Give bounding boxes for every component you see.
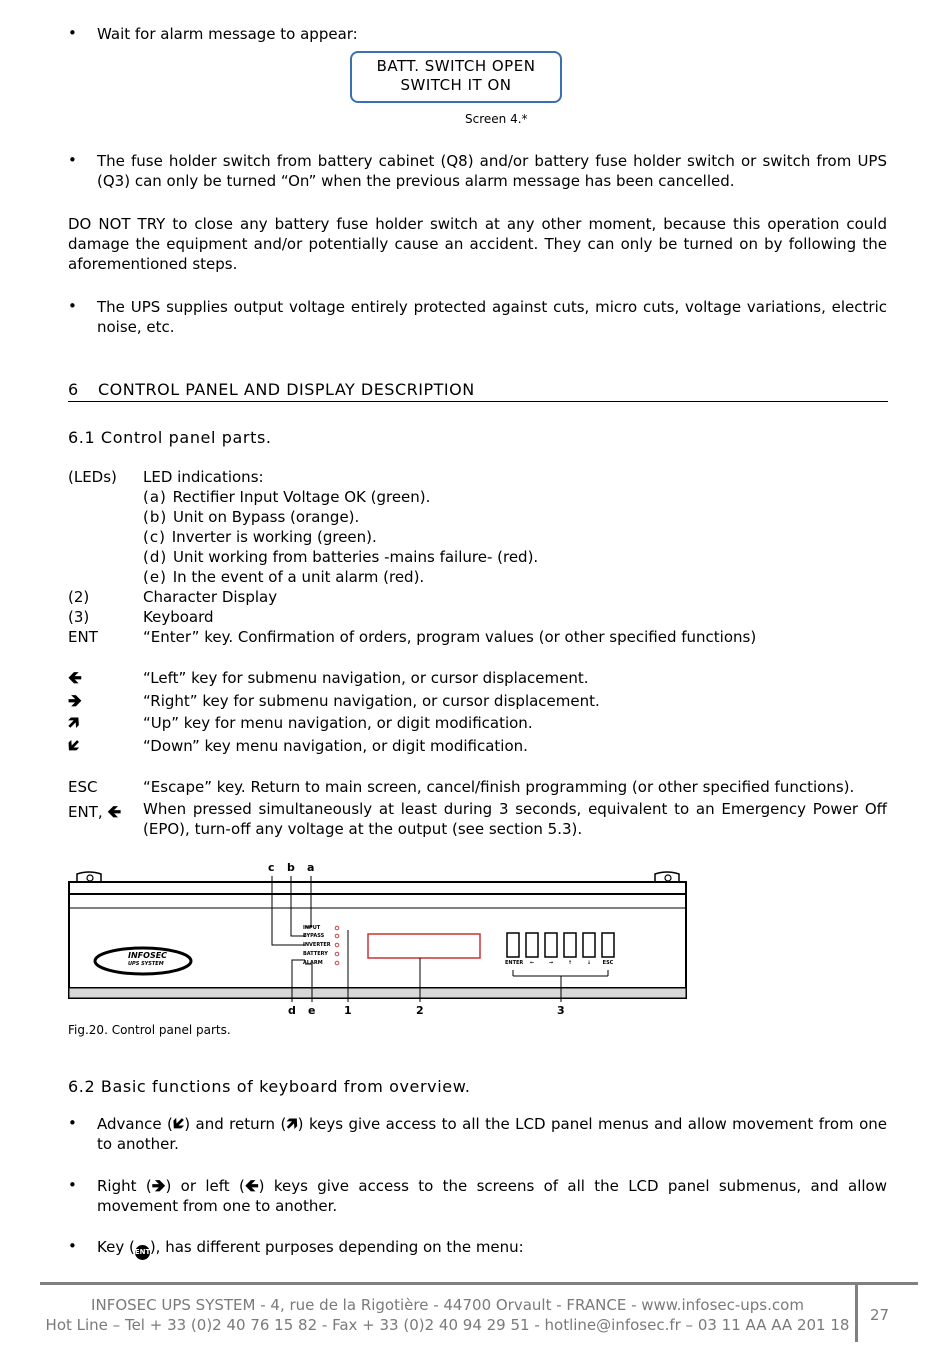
bullet-marker: • <box>68 151 77 169</box>
figure-label-b: b <box>287 861 295 874</box>
epo-description: When pressed simultaneously at least during 3 seconds, equivalent to an Emergency Power Off (EPO), turn-off any voltage at the output (see section 5.3). <box>143 800 887 838</box>
key-text-2: ), has different purposes depending on the menu: <box>149 1238 524 1256</box>
leds-key: (LEDs) <box>68 468 117 486</box>
alarm-intro-text: Wait for alarm message to appear: <box>97 25 358 43</box>
figure-led-name: INVERTER <box>303 942 331 948</box>
led-description: Rectifier Input Voltage OK (green). <box>172 488 431 506</box>
figure-key-label: ESC <box>602 960 614 966</box>
down-arrow-icon: 🡷 <box>68 736 80 756</box>
up-arrow-icon: 🡵 <box>68 713 80 733</box>
footer-contact: Hot Line – Tel + 33 (0)2 40 76 15 82 - Fax + 33 (0)2 40 94 29 51 - hotline@infosec.fr – 03 11 AA AA 201 18 <box>45 1316 850 1334</box>
figure-led-name: ALARM <box>303 960 323 966</box>
part-description: “Enter” key. Confirmation of orders, program values (or other specified functions) <box>143 628 757 646</box>
down-arrow-icon: 🡷 <box>172 1114 185 1134</box>
advance-text-2: ) and return ( <box>184 1115 287 1133</box>
section-6-heading <box>68 380 888 402</box>
led-tag: (d) <box>143 548 173 566</box>
output-paragraph: The UPS supplies output voltage entirely protected against cuts, micro cuts, voltage variations, electric noise, etc. <box>97 298 887 336</box>
right-arrow-icon: 🡺 <box>151 1176 166 1196</box>
leds-label: LED indications: <box>143 468 264 486</box>
footer-address: INFOSEC UPS SYSTEM - 4, rue de la Rigotière - 44700 Orvault - FRANCE - www.infosec-ups.com <box>91 1296 804 1314</box>
figure-led-name: BATTERY <box>303 951 328 957</box>
key-ent-paragraph <box>97 1237 887 1260</box>
led-tag: (c) <box>143 528 172 546</box>
figure-led-name: INPUT <box>303 925 321 931</box>
arrow-key-description: “Left” key for submenu navigation, or cursor displacement. <box>143 669 589 687</box>
footer-divider <box>40 1282 918 1285</box>
led-item <box>143 487 430 507</box>
figure-label-a: a <box>307 861 315 874</box>
arrow-key-description: “Right” key for submenu navigation, or cursor displacement. <box>143 692 600 710</box>
page-number: 27 <box>870 1306 890 1324</box>
section-title: CONTROL PANEL AND DISPLAY DESCRIPTION <box>98 380 475 399</box>
led-tag: (b) <box>143 508 173 526</box>
led-item <box>143 567 424 587</box>
epo-key <box>68 799 121 828</box>
advance-text-1: Advance ( <box>97 1115 173 1133</box>
up-arrow-icon: 🡵 <box>286 1114 298 1134</box>
led-item <box>143 547 538 567</box>
subsection-6-1-heading: 6.1 Control panel parts. <box>68 428 272 447</box>
subsection-6-2-heading: 6.2 Basic functions of keyboard from overview. <box>68 1077 471 1096</box>
bullet-marker: • <box>68 24 77 42</box>
led-item <box>143 527 377 547</box>
figure-label-e: e <box>308 1004 316 1017</box>
part-key: (2) <box>68 588 90 606</box>
advance-return-paragraph <box>97 1114 887 1154</box>
figure-key-label: ↓ <box>586 960 592 966</box>
arrow-key-description: “Down” key menu navigation, or digit modification. <box>143 737 528 755</box>
figure-caption: Fig.20. Control panel parts. <box>68 1023 231 1037</box>
bullet-marker: • <box>68 1176 77 1194</box>
logo-sub-text: UPS SYSTEM <box>128 961 164 967</box>
character-display <box>368 934 480 958</box>
lcd-line-1: BATT. SWITCH OPEN <box>376 57 536 75</box>
figure-led-name: BYPASS <box>303 933 325 939</box>
part-description: Keyboard <box>143 608 214 626</box>
arrow-key-description: “Up” key for menu navigation, or digit modification. <box>143 714 533 732</box>
section-number: 6 <box>68 380 79 399</box>
led-tag: (e) <box>143 568 173 586</box>
part-key: (3) <box>68 608 90 626</box>
part-key: ENT <box>68 628 98 646</box>
led-item <box>143 507 359 527</box>
advance-text-3: ) keys give access to all the LCD panel menus and allow movement from one to another. <box>97 1115 887 1153</box>
part-description: Character Display <box>143 588 278 606</box>
figure-key-label: ← <box>529 960 535 966</box>
figure-label-3: 3 <box>557 1004 565 1017</box>
esc-key: ESC <box>68 778 98 796</box>
infosec-logo-text <box>128 952 167 968</box>
control-panel-figure <box>65 860 690 1020</box>
figure-label-2: 2 <box>416 1004 424 1017</box>
warning-paragraph: DO NOT TRY to close any battery fuse holder switch at any other moment, because this operation could damage the equipment and/or potentially cause an accident. They can only be turned on by following the aforementioned steps. <box>68 215 887 273</box>
figure-label-d: d <box>288 1004 296 1017</box>
epo-key-text: ENT, <box>68 803 103 821</box>
figure-key-label: → <box>548 960 554 966</box>
led-description: Unit working from batteries -mains failure- (red). <box>173 548 539 566</box>
rightleft-text-1: Right ( <box>97 1177 152 1195</box>
bullet-marker: • <box>68 1237 77 1255</box>
right-arrow-icon: 🡺 <box>68 691 82 711</box>
key-text-1: Key ( <box>97 1238 135 1256</box>
screen-caption: Screen 4.* <box>465 112 528 126</box>
figure-key-label: ENTER <box>505 960 524 966</box>
rightleft-text-3: ) keys give access to the screens of all the LCD panel submenus, and allow movement from one to another. <box>97 1177 887 1215</box>
footer-vertical-divider <box>855 1284 858 1342</box>
led-description: Unit on Bypass (orange). <box>173 508 360 526</box>
esc-description: “Escape” key. Return to main screen, cancel/finish programming (or other specified functions). <box>143 778 855 796</box>
figure-key-label: ↑ <box>567 960 573 966</box>
right-left-paragraph <box>97 1176 887 1216</box>
led-description: Inverter is working (green). <box>171 528 377 546</box>
bullet-marker: • <box>68 1114 77 1132</box>
lcd-line-2: SWITCH IT ON <box>400 76 512 94</box>
rightleft-text-2: ) or left ( <box>165 1177 245 1195</box>
led-description: In the event of a unit alarm (red). <box>172 568 425 586</box>
fuse-paragraph: The fuse holder switch from battery cabinet (Q8) and/or battery fuse holder switch or switch from UPS (Q3) can only be turned “On” when the previous alarm message has been cancelled. <box>97 152 887 190</box>
led-tag: (a) <box>143 488 173 506</box>
logo-main-text: INFOSEC <box>128 951 168 960</box>
left-arrow-icon: 🡸 <box>68 668 82 688</box>
left-arrow-icon: 🡸 <box>107 802 122 822</box>
enter-key-icon: ENT <box>135 1245 150 1260</box>
left-arrow-icon: 🡸 <box>244 1176 259 1196</box>
bullet-marker: • <box>68 297 77 315</box>
figure-label-c: c <box>268 861 275 874</box>
figure-label-1: 1 <box>344 1004 352 1017</box>
lcd-screen-example <box>350 51 562 103</box>
